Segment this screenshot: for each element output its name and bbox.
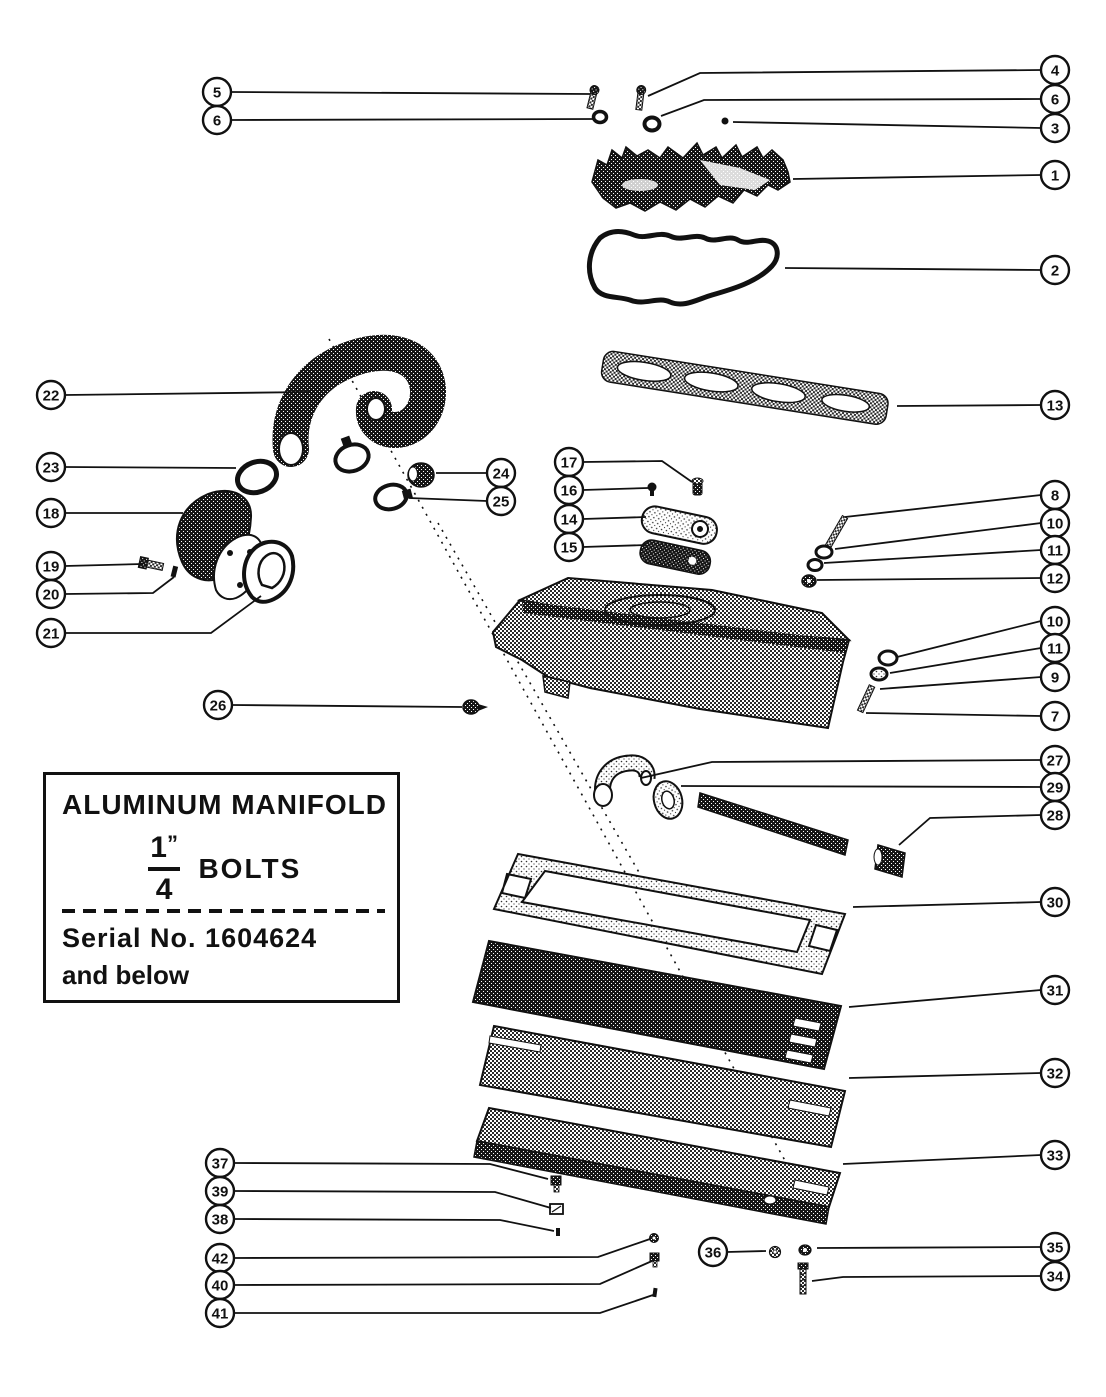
- callout-11: [890, 634, 1069, 673]
- leader-line-11: [890, 648, 1041, 673]
- callout-2: [785, 256, 1069, 284]
- callout-5: [203, 78, 590, 106]
- callout-number: 25: [492, 493, 510, 511]
- callout-32: [849, 1059, 1069, 1087]
- leader-line-32: [849, 1073, 1041, 1078]
- callout-26: [204, 691, 462, 719]
- bolt-part-34: [798, 1263, 808, 1294]
- info-box: [43, 772, 400, 1003]
- leader-line-12: [817, 578, 1041, 580]
- plug-part-26: [463, 700, 488, 714]
- inches-mark: ”: [166, 831, 178, 856]
- callout-number: 11: [1047, 640, 1063, 658]
- leader-line-21: [65, 596, 261, 633]
- stud-part-9: [857, 685, 874, 713]
- plug-3: [722, 118, 729, 125]
- callout-number: 1: [1050, 167, 1060, 185]
- leader-line-37: [234, 1163, 548, 1179]
- callout-number: 2: [1050, 262, 1060, 280]
- callout-number: 42: [211, 1250, 229, 1268]
- callout-6: [203, 106, 594, 134]
- callout-number: 34: [1046, 1268, 1064, 1286]
- callout-13: [897, 391, 1069, 419]
- manifold-body-part-7: [493, 578, 849, 728]
- callout-number: 5: [212, 84, 222, 102]
- callout-number: 18: [42, 505, 60, 523]
- callout-15: [555, 533, 646, 561]
- screw-5: [586, 85, 600, 110]
- callout-number: 8: [1050, 487, 1060, 505]
- callout-9: [880, 663, 1069, 691]
- leader-line-27: [641, 760, 1041, 778]
- hose-part-28: [698, 793, 848, 855]
- leader-line-25: [409, 498, 487, 501]
- serial-number-line: Serial No. 1604624: [62, 923, 318, 953]
- leader-line-14: [583, 517, 646, 519]
- callout-4: [648, 56, 1069, 96]
- callout-number: 29: [1046, 779, 1064, 797]
- callout-number: 28: [1046, 807, 1064, 825]
- leader-line-1: [793, 175, 1041, 179]
- callout-22: [37, 381, 311, 409]
- leader-line-33: [843, 1155, 1041, 1164]
- clip-part-39: [550, 1204, 563, 1214]
- fitting-part-17: [692, 478, 703, 495]
- callout-number: 10: [1046, 515, 1064, 533]
- leader-line-23: [65, 467, 236, 468]
- nut-part-12: [802, 575, 816, 587]
- callout-number: 38: [211, 1211, 229, 1229]
- hose-clamp-part-23: [233, 456, 281, 498]
- washer-part-11: [808, 560, 822, 571]
- callout-number: 24: [492, 465, 510, 483]
- callout-number: 36: [704, 1244, 722, 1262]
- exhaust-hose-part-22: [291, 353, 429, 449]
- leader-line-26: [232, 705, 462, 707]
- leader-line-31: [849, 990, 1041, 1007]
- callout-39: [206, 1177, 551, 1208]
- callout-number: 11: [1047, 542, 1063, 560]
- leader-line-41: [234, 1295, 653, 1313]
- callout-number: 20: [42, 586, 60, 604]
- callout-number: 6: [212, 112, 222, 130]
- callout-41: [206, 1295, 653, 1327]
- parts-layer: [138, 85, 905, 1298]
- callout-6: [661, 85, 1069, 116]
- callout-number: 41: [211, 1305, 229, 1323]
- leader-line-5: [231, 92, 590, 94]
- callout-7: [866, 702, 1069, 730]
- callout-1: [793, 161, 1069, 189]
- washer-part-10b: [879, 651, 897, 665]
- callout-30: [853, 888, 1069, 916]
- screw-part-40: [650, 1253, 659, 1267]
- leader-line-40: [234, 1261, 652, 1285]
- leader-line-39: [234, 1191, 551, 1208]
- screw-part-16: [648, 483, 657, 497]
- washer-6-right: [645, 118, 660, 131]
- leader-line-3: [733, 122, 1041, 128]
- stud-part-20: [171, 566, 179, 578]
- elbow-part-27: [594, 763, 651, 806]
- leader-line-6: [231, 119, 594, 120]
- callout-28: [899, 801, 1069, 845]
- fraction-numerator: 1”: [150, 831, 178, 864]
- leader-line-6: [661, 99, 1041, 116]
- callout-number: 31: [1046, 982, 1064, 1000]
- leader-line-17: [583, 461, 692, 482]
- screw-part-37: [551, 1176, 561, 1192]
- callout-number: 16: [560, 482, 578, 500]
- leader-line-20: [65, 577, 174, 594]
- callout-number: 40: [211, 1277, 229, 1295]
- leader-line-2: [785, 268, 1041, 270]
- callout-number: 14: [560, 511, 578, 529]
- callout-34: [812, 1262, 1069, 1290]
- leader-line-28: [899, 815, 1041, 845]
- callout-number: 9: [1050, 669, 1060, 687]
- info-box-divider: [62, 909, 385, 913]
- leader-line-34: [812, 1276, 1041, 1281]
- callout-number: 22: [42, 387, 60, 405]
- callout-8: [845, 481, 1069, 517]
- flange-hole: [237, 582, 243, 588]
- callout-36: [699, 1238, 766, 1266]
- callout-11: [824, 536, 1069, 564]
- leader-line-8: [845, 495, 1041, 517]
- leader-line-11: [824, 550, 1041, 563]
- hose-coupler-28: [874, 845, 905, 877]
- callout-18: [37, 499, 183, 527]
- manifold-gasket-part-13: [600, 350, 889, 426]
- callout-number: 37: [211, 1155, 229, 1173]
- pin-part-38: [556, 1228, 560, 1236]
- callout-19: [37, 552, 143, 580]
- callout-number: 17: [560, 454, 578, 472]
- leader-line-22: [65, 392, 311, 395]
- leader-line-29: [681, 786, 1041, 787]
- bolt-spec: [62, 831, 387, 907]
- cover-gasket-part-2: [589, 232, 777, 304]
- callout-number: 15: [560, 539, 578, 557]
- washer-part-10: [816, 546, 832, 558]
- washer-part-11b: [871, 668, 887, 680]
- callout-number: 39: [211, 1183, 229, 1201]
- leader-line-19: [65, 564, 143, 566]
- leader-line-16: [583, 488, 648, 490]
- hose-curl-end: [367, 398, 385, 420]
- callout-number: 35: [1046, 1239, 1064, 1257]
- callout-31: [849, 976, 1069, 1007]
- callout-24: [436, 459, 515, 487]
- cap-part-24-opening: [409, 467, 418, 481]
- grommet-part-42: [650, 1234, 659, 1243]
- flange-hole: [227, 550, 233, 556]
- callout-20: [37, 577, 174, 608]
- flange-part-29: [650, 778, 687, 822]
- callout-number: 23: [42, 459, 60, 477]
- hose-open-end: [279, 433, 303, 465]
- callout-42: [206, 1239, 650, 1272]
- leader-line-7: [866, 713, 1041, 716]
- callout-27: [641, 746, 1069, 778]
- callout-12: [817, 564, 1069, 592]
- callout-number: 12: [1046, 570, 1064, 588]
- fraction-denominator: 4: [148, 867, 181, 905]
- callout-number: 6: [1050, 91, 1060, 109]
- callout-16: [555, 476, 648, 504]
- nut-part-36: [770, 1247, 781, 1258]
- callout-29: [681, 773, 1069, 801]
- callout-number: 7: [1050, 708, 1060, 726]
- leader-line-9: [880, 677, 1041, 689]
- callout-number: 33: [1046, 1147, 1064, 1165]
- callout-number: 21: [42, 625, 60, 643]
- hose-clamp-mid: [329, 432, 373, 477]
- callout-number: 10: [1046, 613, 1064, 631]
- info-box-title: ALUMINUM MANIFOLD: [62, 789, 387, 820]
- washer-6-left: [594, 112, 607, 123]
- callout-number: 30: [1046, 894, 1064, 912]
- leader-line-42: [234, 1239, 650, 1258]
- leader-line-4: [648, 70, 1041, 96]
- callout-33: [843, 1141, 1069, 1169]
- screw-4: [634, 85, 646, 110]
- bolt-size-fraction: [148, 833, 181, 905]
- leader-line-10: [835, 523, 1041, 549]
- leader-line-13: [897, 405, 1041, 406]
- hose-clamp-part-25: [372, 480, 414, 513]
- callout-35: [817, 1233, 1069, 1261]
- callout-number: 3: [1050, 120, 1060, 138]
- stud-part-8: [825, 516, 847, 548]
- serial-below-line: and below: [62, 960, 190, 990]
- leader-line-15: [583, 545, 646, 547]
- callout-number: 13: [1046, 397, 1064, 415]
- callout-25: [409, 487, 515, 515]
- callout-21: [37, 596, 261, 647]
- callout-14: [555, 505, 646, 533]
- leader-line-38: [234, 1219, 554, 1231]
- callout-number: 19: [42, 558, 60, 576]
- leader-line-36: [727, 1251, 766, 1252]
- nut-part-35: [799, 1245, 811, 1255]
- callout-number: 4: [1050, 62, 1060, 80]
- callout-3: [733, 114, 1069, 142]
- callout-number: 27: [1046, 752, 1064, 770]
- bolts-label: BOLTS: [198, 853, 302, 884]
- leader-line-35: [817, 1247, 1041, 1248]
- manifold-cover-boss: [622, 179, 658, 191]
- callout-38: [206, 1205, 554, 1233]
- callout-number: 32: [1046, 1065, 1064, 1083]
- callout-40: [206, 1261, 652, 1299]
- leader-line-30: [853, 902, 1041, 907]
- callout-number: 26: [209, 697, 227, 715]
- callout-23: [37, 453, 236, 481]
